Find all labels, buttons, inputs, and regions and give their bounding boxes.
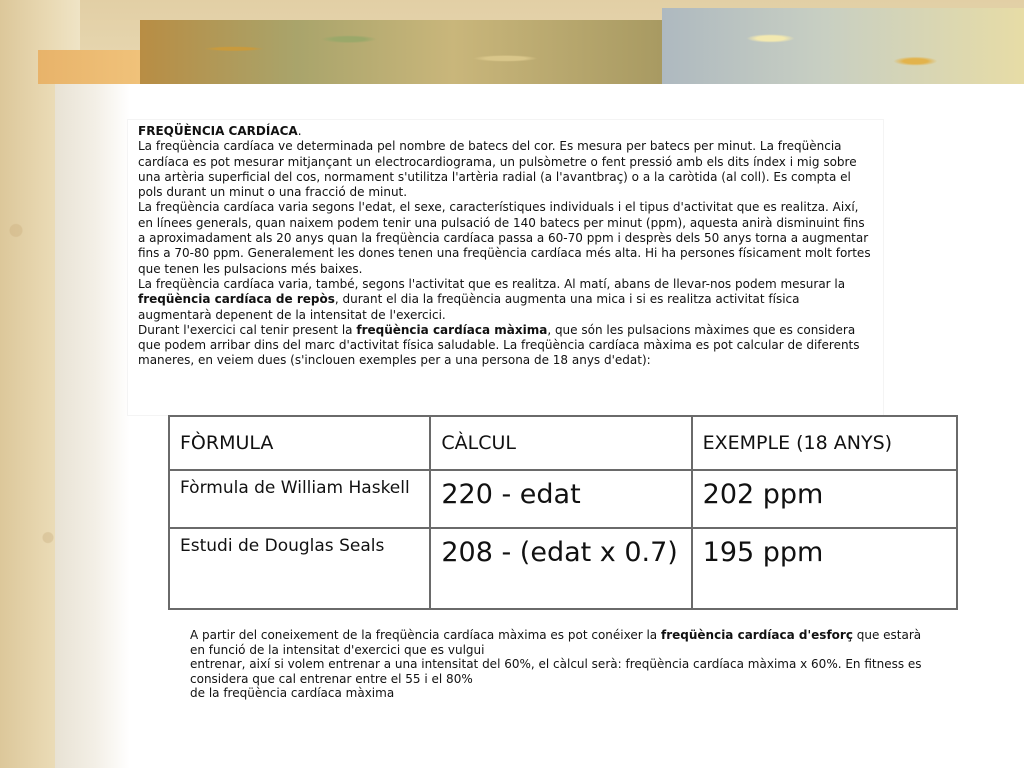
paragraph-activity: La freqüència cardíaca varia, també, segons l'activitat que es realitza. Al matí, abans de llevar-nos podem mesurar la freqüència cardíaca de repòs, durant el dia la freqüència augmenta una mica i si es realitza activitat física augmentarà depenent de la intensitat de l'exercici. — [138, 276, 846, 322]
paragraph-definition: La freqüència cardíaca ve determinada pel nombre de batecs del cor. Es mesura per batecs per minut. La freqüència cardíaca es pot mesurar mitjançant un electrocardiograma, un pulsòmetre o fent pressió amb els dits índex i mig sobre una artèria superficial del cos, normament s'utilitza l'artèria radial (a l'avantbraç) o a la caròtida (al coll). Es compta el pols durant un minut o una fracció de minut. — [138, 139, 857, 200]
header-example: EXEMPLE (18 ANYS) — [692, 416, 957, 470]
header-calculation: CÀLCUL — [430, 416, 691, 470]
intro-paragraph: FREQÜÈNCIA CARDÍACA. La freqüència cardíaca ve determinada pel nombre de batecs del cor. Es mesura per batecs per minut. La freqüència cardíaca es pot mesurar mitjançant un electrocardiograma, un pulsòmetre o fent pressió amb els dits índex i mig sobre una artèria superficial del cos, normament s'utilitza l'artèria radial (a l'avantbraç) o a la caròtida (al coll). Es compta el pols durant un minut o una fracció de minut. La freqüència cardíaca varia segons l'edat, el sexe, característiques individuals i el tipus d'activitat que es realitza. Així, en línees generals, quan naixem podem tenir una pulsació de 140 batecs per minut (ppm), aquesta anirà disminuint fins a aproximadament als 20 anys quan la freqüència cardíaca passa a 60-70 ppm i desprès dels 50 anys torna a augmentar fins a 70-80 ppm. Generalement les dones tenen una freqüència cardíaca més alta. Hi ha persones físicament molt fortes que tenen les pulsacions més baixes. La freqüència cardíaca varia, també, segons l'activitat que es realitza. Al matí, abans de llevar-nos podem mesurar la freqüència cardíaca de repòs, durant el dia la freqüència augmenta una mica i si es realitza activitat física augmentarà depenent de la intensitat de l'exercici. Durant l'exercici cal tenir present la freqüència cardíaca màxima, que són les pulsacions màximes que es considera que podem arribar dins del marc d'activitat física saludable. La freqüència cardíaca màxima es pot calcular de diferents maneres, en veiem dues (s'inclouen exemples per a una persona de 18 anys d'edat): — [138, 124, 871, 368]
table-row — [169, 470, 957, 528]
effort-term: freqüència cardíaca d'esforç — [660, 628, 853, 642]
decorative-gold-block — [38, 50, 140, 84]
section-title: FREQÜÈNCIA CARDÍACA — [138, 124, 298, 138]
header-collage-image — [140, 20, 662, 84]
header-collage-image-right — [662, 8, 1024, 84]
intro-text-block — [128, 120, 883, 415]
row-formula-name: Fòrmula de William Haskell — [169, 470, 430, 528]
row-example: 202 ppm — [692, 470, 957, 528]
paragraph-variation: La freqüència cardíaca varia segons l'edat, el sexe, característiques individuals i el tipus d'activitat que es realitza. Així, en línees generals, quan naixem podem tenir una pulsació de 140 batecs per minut (ppm), aquesta anirà disminuint fins a aproximadament als 20 anys quan la freqüència cardíaca passa a 60-70 ppm i desprès dels 50 anys torna a augmentar fins a 70-80 ppm. Generalement les dones tenen una freqüència cardíaca més alta. Hi ha persones físicament molt fortes que tenen les pulsacions més baixes. — [138, 200, 871, 276]
effort-text-block — [136, 622, 942, 742]
header-formula: FÒRMULA — [169, 416, 430, 470]
row-calculation: 208 - (edat x 0.7) — [430, 528, 691, 609]
row-formula-name: Estudi de Douglas Seals — [169, 528, 430, 609]
effort-paragraph: A partir del coneixement de la freqüència cardíaca màxima es pot conéixer la freqüència cardíaca d'esforç que estarà en funció de la intensitat d'exercici que es vulgui entrenar, així si volem entrenar a una intensitat del 60%, el càlcul serà: freqüència cardíaca màxima x 60%. En fitness es considera que cal entrenar entre el 55 i el 80% de la freqüència cardíaca màxima — [190, 628, 922, 701]
table-header-row — [169, 416, 957, 470]
paragraph-max: Durant l'exercici cal tenir present la freqüència cardíaca màxima, que són les pulsacions màximes que es considera que podem arribar dins del marc d'activitat física saludable. La freqüència cardíaca màxima es pot calcular de diferents maneres, en veiem dues (s'inclouen exemples per a una persona de 18 anys d'edat): — [138, 322, 860, 368]
formula-table — [168, 415, 958, 610]
row-example: 195 ppm — [692, 528, 957, 609]
table-row — [169, 528, 957, 609]
row-calculation: 220 - edat — [430, 470, 691, 528]
